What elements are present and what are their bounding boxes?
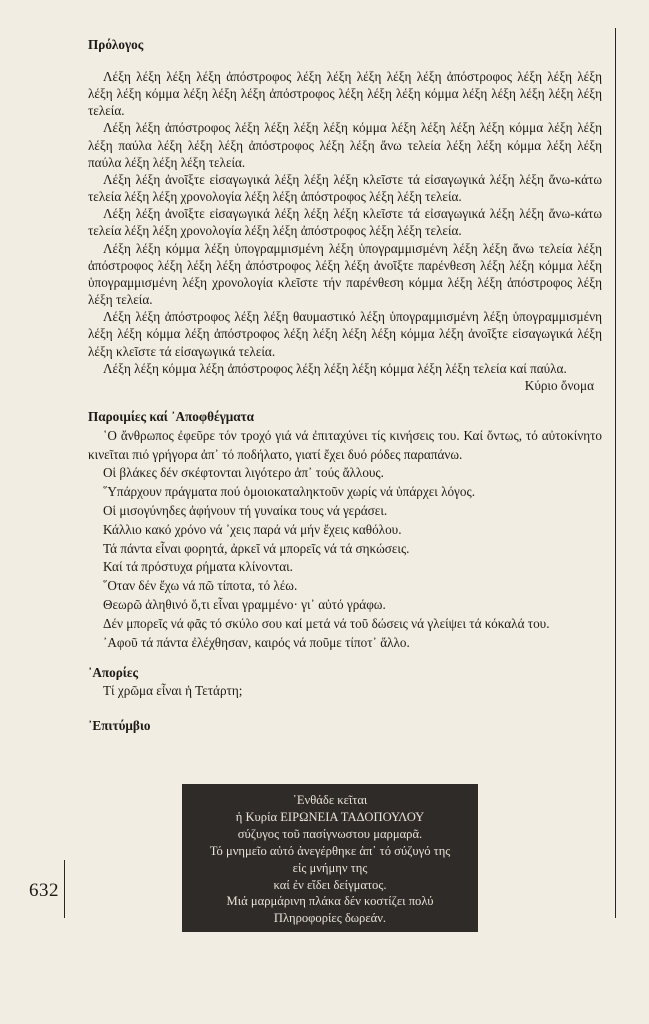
proverb-line: Τά πάντα εἶναι φορητά, ἀρκεῖ νά μπορεῖς νά τά σηκώσεις. (103, 540, 410, 556)
epitaph-plaque (182, 784, 478, 932)
epitaph-line: καί ἐν εἴδει δείγματος. (273, 877, 387, 892)
prolog-body (88, 68, 602, 394)
proverb-line: Οἱ βλάκες δέν σκέφτονται λιγότερο ἀπ᾿ τούς ἄλλους. (103, 465, 384, 481)
prolog-paragraph: Λέξη λέξη ἀπόστροφος λέξη λέξη λέξη λέξη κόμμα λέξη λέξη λέξη λέξη κόμμα λέξη λέξη λέξη παύλα λέξη λέξη λέξη ἀπόστροφος λέξη λέξη ἄνω τελεία λέξη λέξη κόμμα λέξη λέξη παύλα λέξη λέξη λέξη τελεία. (88, 120, 602, 170)
proverbs-section (88, 408, 602, 653)
proverb-line: Κάλλιο κακό χρόνο νά ᾿χεις παρά νά μήν ἔχεις καθόλου. (103, 521, 402, 537)
proverb-line: ῞Υπάρχουν πράγματα πού ὁμοιοκαταληκτοῦν χωρίς νά ὑπάρχει λόγος. (103, 484, 475, 500)
epitaph-heading: ᾿Επιτύμβιο (88, 718, 151, 734)
prolog-paragraph: Λέξη λέξη ἀνοῖξτε εἰσαγωγικά λέξη λέξη λέξη κλεῖστε τά εἰσαγωγικά λέξη λέξη ἄνω-κάτω τελεία λέξη λέξη χρονολογία λέξη λέξη ἀπόστροφος λέξη λέξη τελεία. (88, 206, 602, 239)
epitaph-line: ᾿Ενθάδε κεῖται (292, 793, 368, 807)
right-margin-rule (615, 28, 616, 918)
epitaph-line: εἰς μνήμην της (292, 860, 368, 875)
proverbs-list (88, 427, 602, 653)
proverb-line: ῾Ο ἄνθρωπος ἐφεῦρε τόν τροχό γιά νά ἐπιταχύνει τίς κινήσεις του. Καί ὄντως, τό αὐτοκίνητο κινεῖται πιό γρήγορα ἀπ᾿ τό ποδήλατο, γιατί ἔχει δυό ρόδες παραπάνω. (88, 427, 602, 462)
questions-section (88, 664, 602, 701)
epitaph-line: σύζυγος τοῦ πασίγνωστου μαρμαρᾶ. (237, 826, 423, 841)
left-margin-rule (64, 860, 65, 918)
proverb-line: Δέν μπορεῖς νά φᾶς τό σκύλο σου καί μετά νά τοῦ δώσεις νά γλείψει τά κόκαλά του. (103, 615, 550, 631)
text-column (88, 36, 602, 735)
proverb-line: Καί τά πρόστυχα ρήματα κλίνονται. (103, 559, 293, 575)
question-line: Τί χρῶμα εἶναι ἡ Τετάρτη; (103, 683, 243, 699)
proverb-line: ᾿Αφοῦ τά πάντα ἐλέχθησαν, καιρός νά ποῦμε τίποτ᾿ ἄλλο. (103, 634, 410, 650)
epitaph-line: Τό μνημεῖο αὐτό ἀνεγέρθηκε ἀπ᾿ τό σύζυγό της (209, 843, 451, 858)
prolog-paragraph: Λέξη λέξη κόμμα λέξη ἀπόστροφος λέξη λέξη λέξη κόμμα λέξη λέξη τελεία καί παύλα. (103, 360, 567, 376)
questions-heading: ᾿Απορίες (88, 665, 139, 681)
epitaph-line: Πληροφορίες δωρεάν. (273, 911, 387, 926)
epitaph-line: Μιά μαρμάρινη πλάκα δέν κοστίζει πολύ (226, 894, 434, 909)
proverbs-heading: Παροιμίες καί ᾿Αποφθέγματα (88, 408, 255, 424)
epitaph-section (88, 717, 602, 735)
prolog-paragraph: Λέξη λέξη ἀνοῖξτε εἰσαγωγικά λέξη λέξη λέξη κλεῖστε τά εἰσαγωγικά λέξη λέξη ἄνω-κάτω τελεία λέξη λέξη χρονολογία λέξη λέξη ἀπόστροφος λέξη λέξη τελεία. (88, 171, 602, 205)
prolog-heading: Πρόλογος (88, 37, 144, 52)
prolog-paragraph: Λέξη λέξη κόμμα λέξη ὑπογραμμισμένη λέξη ὑπογραμμισμένη λέξη λέξη ἄνω τελεία λέξη ἀπόστροφος λέξη λέξη λέξη ἀπόστροφος λέξη λέξη ἀνοῖξτε παρένθεση λέξη λέξη κόμμα λέξη ὑπογραμμισμένη λέξη χρονολογία κλεῖστε τήν παρένθεση κόμμα λέξη λέξη ἀπόστροφος λέξη λέξη τελεία. (88, 240, 602, 308)
proverb-line: Θεωρῶ ἀληθινό ὅ,τι εἶναι γραμμένο· γι᾿ αὐτό γράφω. (103, 596, 386, 612)
prolog-signature: Κύριο ὄνομα (524, 377, 594, 393)
epitaph-line: ἡ Κυρία ΕΙΡΩΝΕΙΑ ΤΑΔΟΠΟΥΛΟΥ (235, 809, 425, 824)
prolog-section (88, 36, 602, 394)
prolog-paragraph: Λέξη λέξη λέξη λέξη ἀπόστροφος λέξη λέξη λέξη λέξη λέξη ἀπόστροφος λέξη λέξη λέξη λέξη λέξη κόμμα λέξη λέξη λέξη ἀπόστροφος λέξη λέξη λέξη κόμμα λέξη λέξη λέξη λέξη λέξη τελεία. (88, 69, 602, 119)
page-number: 632 (29, 880, 59, 901)
prolog-paragraph: Λέξη λέξη ἀπόστροφος λέξη λέξη θαυμαστικό λέξη ὑπογραμμισμένη λέξη ὑπογραμμισμένη λέξη λέξη κόμμα λέξη ἀπόστροφος λέξη λέξη λέξη λέξη κόμμα λέξη ἀνοῖξτε εἰσαγωγικά λέξη λέξη κλεῖστε τά εἰσαγωγικά τελεία. (88, 309, 602, 359)
proverb-line: Οἱ μισογύνηδες ἀφήνουν τή γυναίκα τους νά γεράσει. (103, 503, 388, 518)
proverb-line: ῞Οταν δέν ἔχω νά πῶ τίποτα, τό λέω. (103, 578, 298, 594)
